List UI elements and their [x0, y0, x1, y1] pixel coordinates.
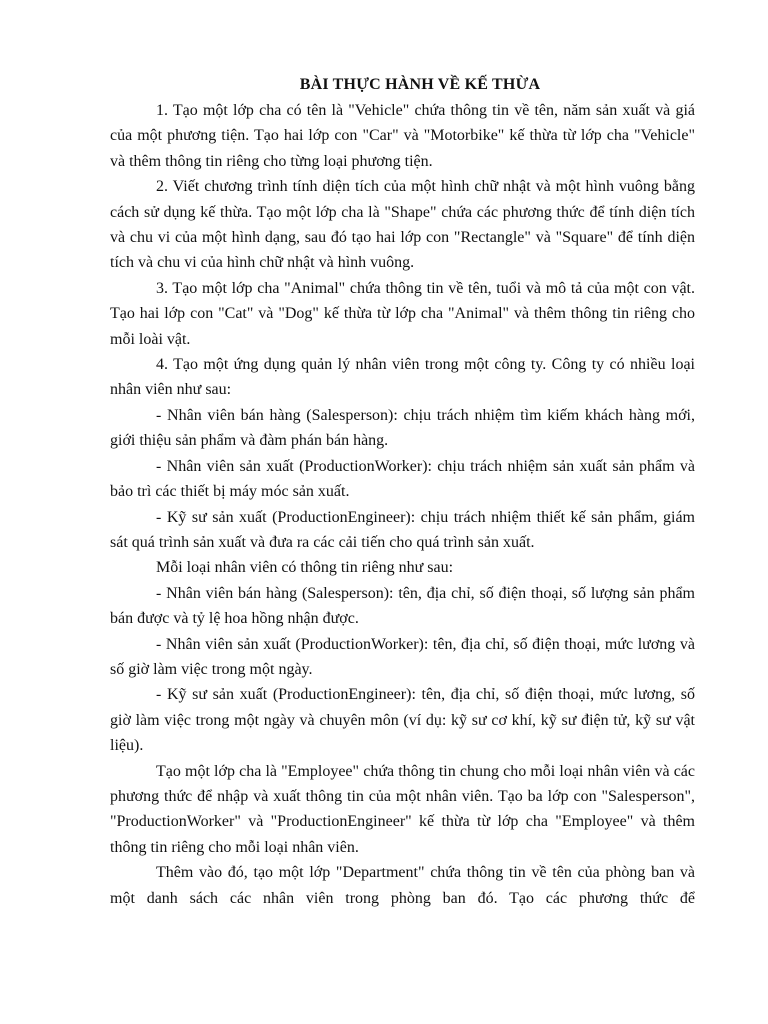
paragraph-salesperson-duty: - Nhân viên bán hàng (Salesperson): chịu trách nhiệm tìm kiếm khách hàng mới, giới thiệu sản phẩm và đàm phán bán hàng. [110, 406, 695, 450]
paragraph-production-engineer-duty: - Kỹ sư sản xuất (ProductionEngineer): chịu trách nhiệm thiết kế sản phẩm, giám sát quá trình sản xuất và đưa ra các cải tiến cho quá trình sản xuất. [110, 508, 695, 551]
paragraph-info-intro: Mỗi loại nhân viên có thông tin riêng như sau: [156, 559, 454, 577]
paragraph-production-worker-info: - Nhân viên sản xuất (ProductionWorker): tên, địa chỉ, số điện thoại, mức lương và số giờ làm việc trong một ngày. [110, 635, 695, 678]
paragraph-production-worker-duty: - Nhân viên sản xuất (ProductionWorker): chịu trách nhiệm sản xuất sản phẩm và bảo trì các thiết bị máy móc sản xuất. [110, 457, 695, 501]
document-body [110, 98, 695, 911]
document-title: BÀI THỰC HÀNH VỀ KẾ THỪA [299, 76, 541, 93]
paragraph-production-engineer-info: - Kỹ sư sản xuất (ProductionEngineer): tên, địa chỉ, số điện thoại, mức lương, số giờ làm việc trong một ngày và chuyên môn (ví dụ: kỹ sư cơ khí, kỹ sư điện tử, kỹ sư vật liệu). [110, 686, 695, 755]
paragraph-4-employee-app: 4. Tạo một ứng dụng quản lý nhân viên trong một công ty. Công ty có nhiều loại nhân viên như sau: [110, 356, 695, 399]
paragraph-1-vehicle: 1. Tạo một lớp cha có tên là "Vehicle" chứa thông tin về tên, năm sản xuất và giá của một phương tiện. Tạo hai lớp con "Car" và "Motorbike" kế thừa từ lớp cha "Vehicle" và thêm thông tin riêng cho từng loại phương tiện. [110, 102, 695, 170]
paragraph-department-class: Thêm vào đó, tạo một lớp "Department" chứa thông tin về tên của phòng ban và một danh sách các nhân viên trong phòng ban đó. Tạo các phương thức để [110, 864, 695, 907]
paragraph-3-animal: 3. Tạo một lớp cha "Animal" chứa thông tin về tên, tuổi và mô tả của một con vật. Tạo hai lớp con "Cat" và "Dog" kế thừa từ lớp cha "Animal" và thêm thông tin riêng cho mỗi loài vật. [110, 279, 695, 348]
paragraph-salesperson-info: - Nhân viên bán hàng (Salesperson): tên, địa chỉ, số điện thoại, số lượng sản phẩm bán được và tỷ lệ hoa hồng nhận được. [110, 584, 695, 628]
paragraph-employee-class: Tạo một lớp cha là "Employee" chứa thông tin chung cho mỗi loại nhân viên và các phương thức để nhập và xuất thông tin của một nhân viên. Tạo ba lớp con "Salesperson", "ProductionWorker" và "ProductionEngineer" kế thừa từ lớp cha "Employee" và thêm thông tin riêng cho mỗi loại nhân viên. [110, 762, 695, 856]
paragraph-2-shape: 2. Viết chương trình tính diện tích của một hình chữ nhật và một hình vuông bằng cách sử dụng kế thừa. Tạo một lớp cha là "Shape" chứa các phương thức để tính diện tích và chu vi của một hình dạng, sau đó tạo hai lớp con "Rectangle" và "Square" để tính diện tích và chu vi của hình chữ nhật và hình vuông. [110, 178, 695, 272]
